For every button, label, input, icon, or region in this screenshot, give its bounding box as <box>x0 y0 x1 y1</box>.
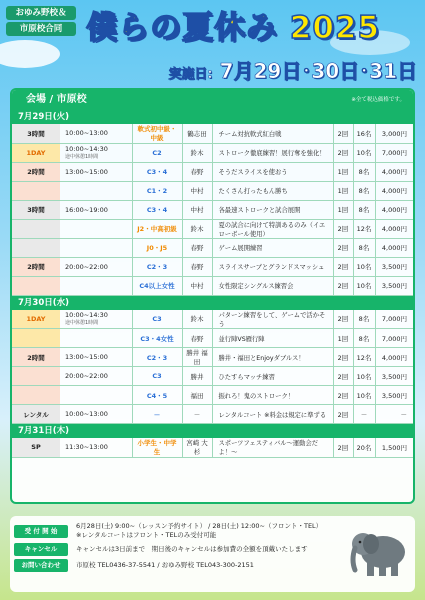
content-cell-text: レンタルコート ※料金は規定に準ずる <box>218 411 327 419</box>
time-cell-text: 11:30~13:00 <box>65 443 108 452</box>
capacity-cell <box>353 124 375 143</box>
day-header: 7月31日(木) <box>12 424 413 438</box>
capacity-cell <box>353 162 375 181</box>
coach-cell <box>182 438 212 457</box>
category-cell <box>12 348 60 367</box>
category-cell <box>12 405 60 424</box>
sessions-cell <box>333 386 353 405</box>
table-row <box>12 310 413 329</box>
sessions-cell <box>333 405 353 424</box>
table-row <box>12 257 413 276</box>
event-dates <box>168 55 417 84</box>
price-cell-text: 4,000円 <box>381 168 407 176</box>
time-cell <box>60 238 132 257</box>
capacity-cell <box>353 310 375 329</box>
price-cell <box>375 219 413 238</box>
category-cell-text: 2時間 <box>27 168 45 176</box>
course-cell <box>132 257 182 276</box>
course-cell <box>132 124 182 143</box>
content-cell <box>212 200 333 219</box>
capacity-cell <box>353 219 375 238</box>
price-cell-text: 4,000円 <box>381 187 407 195</box>
capacity-cell <box>353 143 375 162</box>
capacity-cell-text: 8名 <box>358 334 370 343</box>
content-cell-text: そうだスライスを使おう <box>218 169 288 176</box>
dates-value: 7月29日･30日･31日 <box>219 59 417 83</box>
course-cell-text: C4以上女性 <box>139 282 175 290</box>
sessions-cell-text: 2回 <box>337 353 349 362</box>
sessions-cell-text: 2回 <box>337 129 349 138</box>
content-cell-text: スライスサーブとグランドスマッシュ <box>218 264 325 271</box>
content-cell-text: 並行陣VS雁行陣 <box>218 335 265 343</box>
time-note: 途中休憩1時間 <box>65 154 99 160</box>
sessions-cell-text: 2回 <box>337 443 349 452</box>
category-cell <box>12 257 60 276</box>
coach-cell-text: 春野 <box>190 244 204 252</box>
category-cell-text: 1DAY <box>26 148 46 157</box>
time-cell-text: 10:00~14:30 <box>65 145 108 153</box>
course-cell-text: C3・4 <box>146 206 168 214</box>
sessions-cell-text: 2回 <box>337 410 349 419</box>
course-cell-text: C3 <box>152 314 162 323</box>
sessions-cell-text: 1回 <box>337 187 349 195</box>
school-badge <box>6 6 76 38</box>
content-cell <box>212 181 333 200</box>
time-cell-text: 20:00~22:00 <box>65 372 108 380</box>
time-cell <box>60 386 132 405</box>
time-cell <box>60 367 132 386</box>
price-cell-text: 3,000円 <box>381 129 407 138</box>
sessions-cell-text: 2回 <box>337 315 349 324</box>
capacity-cell <box>353 329 375 348</box>
content-cell-text: チーム対抗軟式紅白戦 <box>218 130 282 138</box>
category-cell <box>12 367 60 386</box>
sessions-cell <box>333 162 353 181</box>
coach-cell <box>182 310 212 329</box>
sessions-cell <box>333 200 353 219</box>
content-cell <box>212 386 333 405</box>
footer-label: キャンセル <box>14 543 68 556</box>
category-cell <box>12 162 60 181</box>
price-cell-text: 4,000円 <box>381 206 407 214</box>
capacity-cell-text: 8名 <box>358 244 370 252</box>
coach-cell <box>182 276 212 295</box>
table-row <box>12 200 413 219</box>
course-cell-text: C3 <box>152 372 162 380</box>
content-cell-text: 勝井・福田とEnjoyダブルス！ <box>218 354 305 362</box>
footer-text-line: 市原校 TEL0436-37-5541 / おゆみ野校 TEL043-300-2151 <box>76 561 254 569</box>
price-cell <box>375 405 413 424</box>
time-cell <box>60 348 132 367</box>
sessions-cell-text: 2回 <box>337 391 349 400</box>
sessions-cell <box>333 348 353 367</box>
time-cell <box>60 143 132 162</box>
course-cell <box>132 367 182 386</box>
capacity-cell <box>353 181 375 200</box>
sessions-cell <box>333 329 353 348</box>
course-cell-text: C2・3 <box>146 353 168 362</box>
sessions-cell <box>333 276 353 295</box>
content-cell <box>212 143 333 162</box>
content-cell-text: たくさん打ったもん勝ち <box>218 188 288 195</box>
course-cell-text: C1・2 <box>146 187 168 195</box>
course-cell-text: J2・中高初級 <box>137 225 177 233</box>
sessions-cell <box>333 219 353 238</box>
price-cell <box>375 143 413 162</box>
coach-cell-text: 中村 <box>190 282 204 290</box>
time-note: 途中休憩1時間 <box>65 320 99 327</box>
capacity-cell-text: 12名 <box>356 225 372 233</box>
price-cell-text: 7,000円 <box>381 334 407 343</box>
cloud <box>0 40 60 68</box>
time-cell-text: 13:00~15:00 <box>65 167 108 176</box>
time-cell <box>60 124 132 143</box>
time-cell <box>60 181 132 200</box>
course-cell <box>132 219 182 238</box>
sessions-cell <box>333 181 353 200</box>
course-cell <box>132 405 182 424</box>
price-cell <box>375 200 413 219</box>
time-cell <box>60 329 132 348</box>
price-cell <box>375 276 413 295</box>
content-cell-text: ストローク徹底練習！展行奪を強化！ <box>218 150 326 157</box>
coach-cell <box>182 162 212 181</box>
content-cell-text: 各最速ストロークと試合展開 <box>218 207 301 214</box>
course-cell-text: J0・J5 <box>146 244 168 252</box>
coach-cell <box>182 257 212 276</box>
sessions-cell <box>333 124 353 143</box>
capacity-cell-text: 10名 <box>356 263 372 271</box>
content-cell-text: 振れろ！鬼のストローク！ <box>218 392 295 400</box>
time-cell <box>60 219 132 238</box>
course-cell <box>132 348 182 367</box>
footer-text <box>68 522 322 540</box>
content-cell-text: スポーツフェスティバル〜運動会だよ！〜 <box>218 440 319 457</box>
tax-note: ※全て税込価格です。 <box>351 97 405 103</box>
category-cell-text: SP <box>31 443 41 452</box>
coach-cell <box>182 329 212 348</box>
content-cell <box>212 276 333 295</box>
venue-label: 会場 / 市原校 <box>26 94 87 105</box>
content-cell-text: ひたすらマッチ練習 <box>218 373 275 381</box>
footer-text-line: ※レンタルコートはフロント・TELのみ受付可能 <box>76 531 217 539</box>
category-cell <box>12 143 60 162</box>
sessions-cell-text: 1回 <box>337 334 349 343</box>
content-cell-text: 女性限定シングルス練習会 <box>218 283 294 290</box>
course-cell <box>132 238 182 257</box>
category-cell <box>12 219 60 238</box>
schedule-table <box>12 310 413 425</box>
capacity-cell <box>353 438 375 457</box>
course-cell <box>132 386 182 405</box>
day-header: 7月30日(水) <box>12 296 413 310</box>
table-row <box>12 329 413 348</box>
coach-cell <box>182 181 212 200</box>
content-cell <box>212 438 333 457</box>
time-cell <box>60 310 132 329</box>
coach-cell <box>182 367 212 386</box>
course-cell-text: 軟式初中級・中級 <box>137 125 177 143</box>
price-cell-text: 1,500円 <box>381 443 407 452</box>
footer-text <box>68 561 254 570</box>
content-cell-text: パターン練習をして、ゲームで活かそう <box>218 311 326 328</box>
price-cell-text: 3,500円 <box>381 372 407 381</box>
course-cell-text: C2 <box>152 148 162 157</box>
capacity-cell-text: 16名 <box>356 129 372 138</box>
sessions-cell <box>333 257 353 276</box>
course-cell <box>132 181 182 200</box>
content-cell-text: ゲーム展開練習 <box>218 245 263 252</box>
category-cell-text: 2時間 <box>27 263 45 271</box>
category-cell-text: レンタル <box>23 410 49 419</box>
course-cell <box>132 200 182 219</box>
venue-bar <box>12 90 413 110</box>
capacity-cell-text: 10名 <box>356 149 372 157</box>
capacity-cell <box>353 257 375 276</box>
course-cell-text: C3・4 <box>146 168 168 176</box>
category-cell-text: 3時間 <box>27 129 45 138</box>
price-cell-text: 4,000円 <box>381 353 407 362</box>
capacity-cell <box>353 276 375 295</box>
capacity-cell-text: 8名 <box>358 315 370 324</box>
content-cell <box>212 310 333 329</box>
coach-cell <box>182 238 212 257</box>
capacity-cell <box>353 405 375 424</box>
price-cell-text: 3,500円 <box>381 263 407 271</box>
content-cell <box>212 238 333 257</box>
category-cell <box>12 438 60 457</box>
course-cell-text: C2・3 <box>146 263 168 271</box>
price-cell-text: 7,000円 <box>381 315 407 324</box>
coach-cell <box>182 348 212 367</box>
time-cell-text: 13:00~15:00 <box>65 353 108 361</box>
coach-cell-text: 鶴志田 <box>187 129 207 138</box>
course-cell <box>132 438 182 457</box>
footer-text-line: キャンセルは3日前まで 期日後のキャンセルは参加費の全額を頂戴いたします <box>76 545 308 553</box>
table-row <box>12 367 413 386</box>
time-cell-text: 10:00~13:00 <box>65 129 108 138</box>
price-cell-text: － <box>400 410 407 419</box>
table-row <box>12 219 413 238</box>
footer-text <box>68 545 308 554</box>
coach-cell <box>182 386 212 405</box>
time-cell-text: 16:00~19:00 <box>65 205 108 214</box>
time-cell <box>60 257 132 276</box>
capacity-cell-text: 10名 <box>356 391 372 400</box>
table-row <box>12 238 413 257</box>
course-cell <box>132 276 182 295</box>
capacity-cell-text: 20名 <box>356 443 372 452</box>
coach-cell-text: 鈴木 <box>190 225 204 233</box>
price-cell-text: 3,500円 <box>381 391 407 400</box>
content-cell <box>212 367 333 386</box>
time-cell <box>60 276 132 295</box>
course-cell <box>132 143 182 162</box>
capacity-cell-text: 8名 <box>358 187 370 195</box>
content-cell <box>212 329 333 348</box>
course-cell <box>132 162 182 181</box>
capacity-cell-text: 12名 <box>356 353 372 362</box>
table-row <box>12 143 413 162</box>
course-cell-text: － <box>153 410 161 419</box>
schedule-table <box>12 438 413 458</box>
price-cell <box>375 257 413 276</box>
sessions-cell <box>333 238 353 257</box>
price-cell-text: 4,000円 <box>381 225 407 233</box>
capacity-cell <box>353 348 375 367</box>
capacity-cell <box>353 386 375 405</box>
capacity-cell-text: 10名 <box>356 282 372 290</box>
schedule-table <box>12 124 413 296</box>
coach-cell-text: 福田 <box>190 391 204 400</box>
sessions-cell-text: 1回 <box>337 168 349 176</box>
coach-cell-text: 春野 <box>190 334 204 343</box>
table-row <box>12 181 413 200</box>
price-cell-text: 3,500円 <box>381 282 407 290</box>
coach-cell <box>182 200 212 219</box>
course-cell <box>132 329 182 348</box>
content-cell <box>212 257 333 276</box>
time-cell <box>60 438 132 457</box>
sessions-cell <box>333 367 353 386</box>
capacity-cell <box>353 367 375 386</box>
sessions-cell <box>333 310 353 329</box>
price-cell-text: 4,000円 <box>381 244 407 252</box>
capacity-cell-text: － <box>360 410 368 419</box>
price-cell <box>375 438 413 457</box>
category-cell <box>12 200 60 219</box>
coach-cell-text: 宮崎 大杉 <box>186 439 208 457</box>
category-cell-text: 2時間 <box>27 353 45 362</box>
content-cell <box>212 405 333 424</box>
sessions-cell-text: 2回 <box>337 225 349 233</box>
table-row <box>12 162 413 181</box>
table-row <box>12 386 413 405</box>
schedule-panel <box>10 88 415 504</box>
sessions-cell-text: 2回 <box>337 263 349 271</box>
price-cell <box>375 310 413 329</box>
coach-cell-text: 勝井 <box>190 372 204 381</box>
time-cell-text: 10:00~13:00 <box>65 410 108 418</box>
time-cell-text: 10:00~14:30 <box>65 311 108 320</box>
price-cell <box>375 386 413 405</box>
course-cell <box>132 310 182 329</box>
course-cell-text: C4・5 <box>146 391 168 400</box>
price-cell <box>375 124 413 143</box>
sessions-cell-text: 2回 <box>337 282 349 290</box>
sessions-cell <box>333 438 353 457</box>
dates-label: 実施日: <box>168 67 213 82</box>
coach-cell-text: 中村 <box>190 187 204 195</box>
course-cell-text: C3・4女性 <box>140 334 174 343</box>
page-title: 僕らの夏休み 2025 <box>86 10 381 46</box>
price-cell <box>375 329 413 348</box>
coach-cell <box>182 405 212 424</box>
price-cell <box>375 181 413 200</box>
coach-cell <box>182 219 212 238</box>
capacity-cell <box>353 238 375 257</box>
table-row <box>12 124 413 143</box>
price-cell <box>375 348 413 367</box>
school-line-1: おゆみ野校＆ <box>6 6 76 20</box>
table-row <box>12 438 413 457</box>
time-cell <box>60 405 132 424</box>
table-row <box>12 405 413 424</box>
content-cell-text: 夏の試合に向けて特訓あるのみ（イエローボール使用） <box>218 221 326 238</box>
price-cell-text: 7,000円 <box>381 149 407 157</box>
coach-cell <box>182 143 212 162</box>
category-cell <box>12 181 60 200</box>
content-cell <box>212 348 333 367</box>
content-cell <box>212 162 333 181</box>
sessions-cell-text: 2回 <box>337 372 349 381</box>
coach-cell-text: － <box>193 410 201 419</box>
schedule-body <box>12 110 413 458</box>
category-cell-text: 1DAY <box>26 314 46 323</box>
category-cell <box>12 124 60 143</box>
content-cell <box>212 124 333 143</box>
table-row <box>12 276 413 295</box>
day-header: 7月29日(火) <box>12 110 413 124</box>
category-cell <box>12 238 60 257</box>
coach-cell-text: 鈴木 <box>190 149 204 157</box>
coach-cell-text: 中村 <box>190 206 204 214</box>
sessions-cell-text: 2回 <box>337 149 349 157</box>
content-cell <box>212 219 333 238</box>
capacity-cell-text: 8名 <box>358 168 370 176</box>
capacity-cell-text: 8名 <box>358 206 370 214</box>
table-row <box>12 348 413 367</box>
footer-text-line: 6月28日(土) 9:00~（レッスン予約サイト） / 28日(土) 12:00~（フロント・TEL） <box>76 522 323 530</box>
price-cell <box>375 162 413 181</box>
price-cell <box>375 367 413 386</box>
sessions-cell <box>333 143 353 162</box>
capacity-cell <box>353 200 375 219</box>
time-cell-text: 20:00~22:00 <box>65 262 108 271</box>
category-cell-text: 3時間 <box>27 206 45 214</box>
category-cell <box>12 276 60 295</box>
coach-cell-text: 春野 <box>190 263 204 271</box>
time-cell <box>60 200 132 219</box>
price-cell <box>375 238 413 257</box>
footer-label: 受 付 開 始 <box>14 525 68 538</box>
category-cell <box>12 329 60 348</box>
school-line-2: 市原校合同 <box>6 22 76 36</box>
category-cell <box>12 310 60 329</box>
footer-label: お問い合わせ <box>14 559 68 572</box>
coach-cell <box>182 124 212 143</box>
sessions-cell-text: 2回 <box>337 244 349 252</box>
course-cell-text: 小学生・中学生 <box>137 439 177 457</box>
coach-cell-text: 勝井 福田 <box>186 349 208 366</box>
coach-cell-text: 春野 <box>190 168 204 176</box>
sessions-cell-text: 1回 <box>337 206 349 214</box>
coach-cell-text: 鈴木 <box>190 315 204 324</box>
info-footer <box>10 516 415 592</box>
capacity-cell-text: 10名 <box>356 372 372 381</box>
time-cell <box>60 162 132 181</box>
category-cell <box>12 386 60 405</box>
elephant-illustration <box>349 520 411 580</box>
